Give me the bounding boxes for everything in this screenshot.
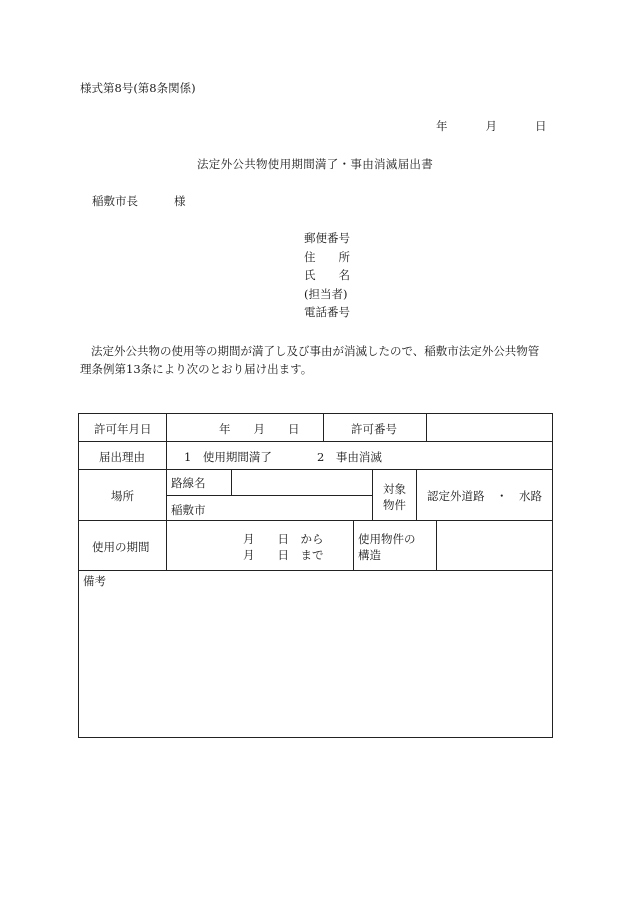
structure-label-line-2: 構造 bbox=[358, 548, 381, 562]
contact-person-label: (担当者) bbox=[304, 286, 348, 301]
permit-date-field: 年 月 日 bbox=[219, 422, 300, 436]
permit-number-label: 許可番号 bbox=[351, 422, 397, 436]
reason-label: 届出理由 bbox=[99, 450, 145, 464]
table-col-divider bbox=[426, 413, 427, 441]
route-name-label: 路線名 bbox=[171, 476, 206, 490]
phone-label: 電話番号 bbox=[304, 305, 350, 320]
table-border-top bbox=[78, 413, 553, 414]
date-month-label: 月 bbox=[485, 119, 497, 133]
table-col-divider bbox=[436, 520, 437, 570]
submission-date bbox=[436, 118, 547, 134]
table-row-divider bbox=[78, 520, 553, 521]
applicant-fields bbox=[304, 229, 350, 322]
target-property-options: 認定外道路 ・ 水路 bbox=[427, 489, 542, 503]
addressee-honorific: 様 bbox=[174, 194, 186, 208]
table-col-divider bbox=[231, 469, 232, 495]
period-label: 使用の期間 bbox=[92, 540, 150, 554]
permit-date-label: 許可年月日 bbox=[94, 422, 152, 436]
declaration-text bbox=[80, 342, 550, 378]
reason-option-expired: 1 使用期間満了 bbox=[184, 450, 272, 464]
table-border-right bbox=[552, 413, 553, 738]
city-prefix: 稲敷市 bbox=[171, 503, 206, 517]
reason-option-extinct: 2 事由消滅 bbox=[317, 450, 382, 464]
table-row-divider bbox=[78, 441, 553, 442]
table-row-divider bbox=[78, 570, 553, 571]
table-border-bottom bbox=[78, 737, 553, 738]
table-col-divider bbox=[416, 469, 417, 520]
postal-code-label: 郵便番号 bbox=[304, 231, 350, 245]
name-label: 氏 名 bbox=[304, 268, 350, 283]
table-col-divider bbox=[353, 520, 354, 570]
location-label: 場所 bbox=[111, 489, 134, 503]
declaration-line-1: 法定外公共物の使用等の期間が満了し及び事由が消滅したので、稲敷市法定外公共物管 bbox=[91, 344, 540, 358]
address-label: 住 所 bbox=[304, 249, 350, 264]
date-year-label: 年 bbox=[436, 119, 448, 133]
addressee-name: 稲敷市長 bbox=[92, 194, 138, 208]
form-number: 様式第8号(第8条関係) bbox=[80, 81, 196, 95]
table-col-divider bbox=[166, 413, 167, 571]
table-col-divider bbox=[372, 469, 373, 520]
document-title: 法定外公共物使用期間満了・事由消滅届出書 bbox=[197, 157, 433, 171]
table-row-divider bbox=[166, 495, 372, 496]
remarks-label: 備考 bbox=[83, 574, 106, 588]
target-property-label: 対象物件 bbox=[383, 482, 406, 512]
date-day-label: 日 bbox=[535, 119, 547, 133]
table-col-divider bbox=[323, 413, 324, 441]
period-to: 月 日 まで bbox=[243, 548, 324, 562]
structure-label-line-1: 使用物件の bbox=[358, 532, 416, 546]
declaration-line-2: 理条例第13条により次のとおり届け出ます。 bbox=[80, 362, 313, 376]
table-border-left bbox=[78, 413, 79, 738]
period-from: 月 日 から bbox=[243, 532, 324, 546]
addressee bbox=[92, 193, 186, 209]
table-row-divider bbox=[78, 469, 553, 470]
